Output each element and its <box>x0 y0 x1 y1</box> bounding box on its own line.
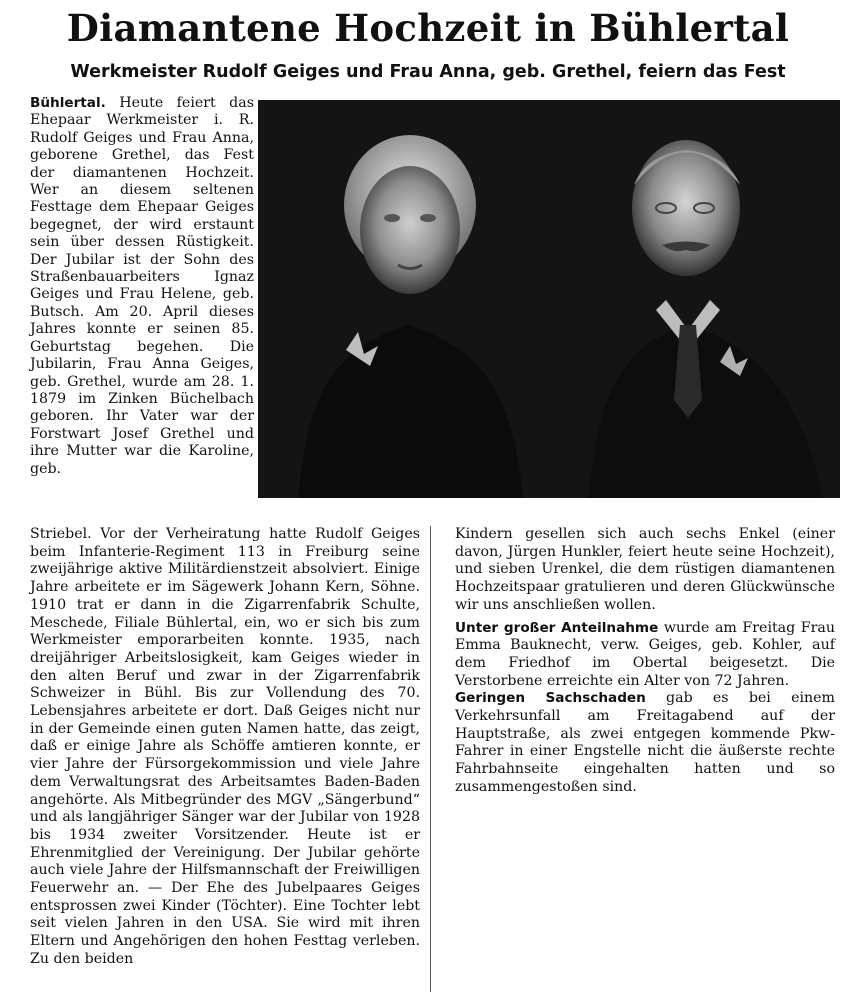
notice-accident-lead: Geringen Sachschaden <box>455 690 646 707</box>
body-right-text: Kindern gesellen sich auch sechs Enkel (einer davon, Jürgen Hunkler, feiert heute seine Hochzeit), und sieben Urenkel, die dem rüstigen diamantenen Hochzeitspaar gratulieren und deren Glückwünsche wir uns anschließen wollen. <box>455 526 835 613</box>
dateline: Bühlertal. <box>30 95 106 111</box>
notice-funeral <box>455 620 835 691</box>
article-subheadline: Werkmeister Rudolf Geiges und Frau Anna, geb. Grethel, feiern das Fest <box>70 62 786 82</box>
article-headline: Diamantene Hochzeit in Bühlertal <box>66 6 790 50</box>
portrait-image <box>258 100 840 498</box>
notice-accident-text: gab es bei einem Verkehrsunfall am Freitagabend auf der Hauptstraße, als zwei entgegen kommende Pkw-Fahrer in einer Engstelle nicht die äußerste rechte Fahrbahnseite eingehalten hatten und so zusammengestoßen sind. <box>455 690 835 795</box>
article-intro-column <box>30 95 254 478</box>
column-divider <box>430 526 431 992</box>
couple-photograph <box>258 100 840 498</box>
intro-text: Heute feiert das Ehepaar Werkmeister i. R. Rudolf Geiges und Frau Anna, geborene Grethel, das Fest der diamantenen Hochzeit. Wer an diesem seltenen Festtage dem Ehepaar Geiges begegnet, der wird erstaunt sein über dessen Rüstigkeit. Der Jubilar ist der Sohn des Straßenbauarbeiters Ignaz Geiges und Frau Helene, geb. Butsch. Am 20. April dieses Jahres konnte er seinen 85. Geburtstag begehen. Die Jubilarin, Frau Anna Geiges, geb. Grethel, wurde am 28. 1. 1879 im Zinken Büchelbach geboren. Ihr Vater war der Forstwart Josef Grethel und ihre Mutter war die Karoline, geb. <box>30 95 254 477</box>
intro-paragraph <box>30 95 254 478</box>
notice-funeral-lead: Unter großer Anteilnahme <box>455 619 659 636</box>
notice-funeral-text: wurde am Freitag Frau Emma Bauknecht, verw. Geiges, geb. Kohler, auf dem Friedhof im Obertal beigesetzt. Die Verstorbene erreichte ein Alter von 72 Jahren. <box>455 619 835 689</box>
article-body-right-column <box>455 526 835 797</box>
article-body-left-column <box>30 526 420 969</box>
body-left-text: Striebel. Vor der Verheiratung hatte Rudolf Geiges beim Infanterie-Regiment 113 in Freiburg seine zweijährige aktive Militärdienstzeit absolviert. Einige Jahre arbeitete er im Sägewerk Johann Kern, Söhne. 1910 trat er dann in die Zigarrenfabrik Schulte, Meschede, Filiale Bühlertal, ein, wo er sich bis zum Werkmeister emporarbeiten konnte. 1935, nach dreijähriger Arbeitslosigkeit, kam Geiges wieder in den alten Beruf und zwar in der Zigarrenfabrik Schweizer in Bühl. Bis zur Vollendung des 70. Lebensjahres arbeitete er dort. Daß Geiges nicht nur in der Gemeinde einen guten Namen hatte, das zeigt, daß er einige Jahre als Schöffe amtieren konnte, er vier Jahre der Fürsorgekommission und viele Jahre dem Verwaltungsrat des Arbeitsamtes Baden-Baden angehörte. Als Mitbegründer des MGV „Sängerbund“ und als langjähriger Sänger war der Jubilar von 1928 bis 1934 zweiter Vorsitzender. Heute ist er Ehrenmitglied der Vereinigung. Der Jubilar gehörte auch viele Jahre der Hilfsmannschaft der Freiwilligen Feuerwehr an. — Der Ehe des Jubelpaares Geiges entsprossen zwei Kinder (Töchter). Eine Tochter lebt seit vielen Jahren in den USA. Sie wird mit ihren Eltern und Angehörigen den hohen Festtag verleben. Zu den beiden <box>30 526 420 967</box>
notice-accident <box>455 690 835 796</box>
